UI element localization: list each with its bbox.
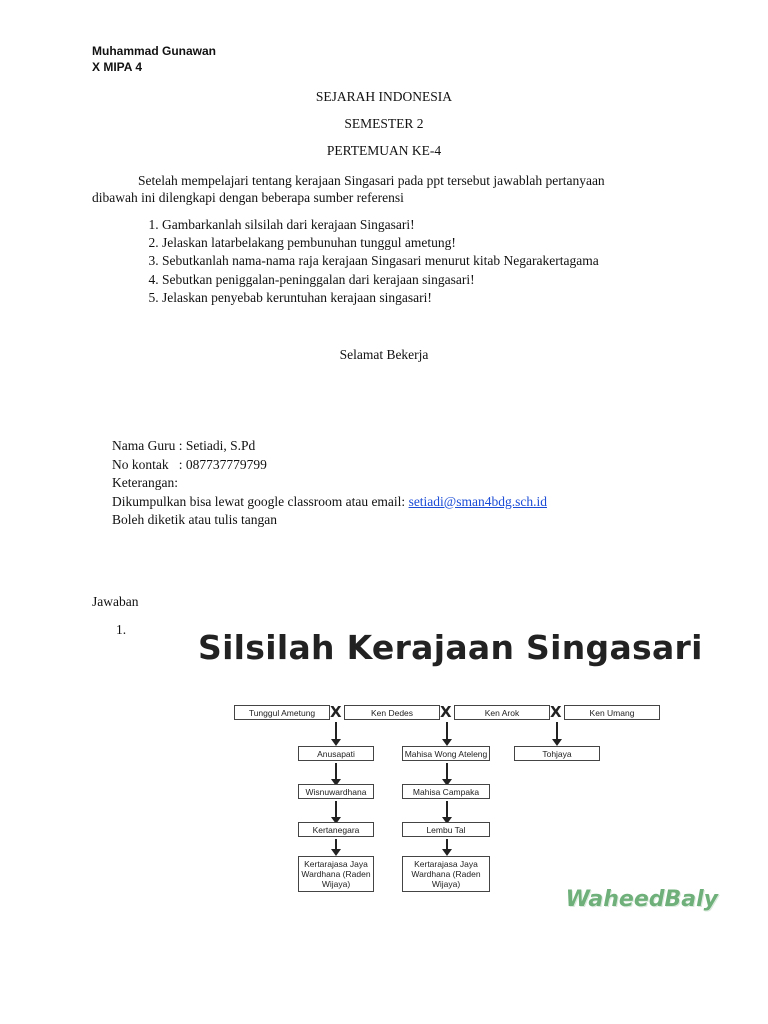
person-box: Tohjaya bbox=[514, 746, 600, 761]
person-box: Kertarajasa Jaya Wardhana (Raden Wijaya) bbox=[298, 856, 374, 892]
marriage-mark: X bbox=[550, 703, 562, 721]
arrow-down bbox=[335, 722, 337, 740]
email-link[interactable]: setiadi@sman4bdg.sch.id bbox=[408, 493, 547, 509]
watermark-logo: WaheedBaly bbox=[565, 887, 718, 912]
person-box: Mahisa Wong Ateleng bbox=[402, 746, 490, 761]
semester-heading: SEMESTER 2 bbox=[344, 116, 424, 131]
arrow-down bbox=[446, 763, 448, 780]
teacher-info bbox=[112, 437, 547, 530]
teacher-name: Nama Guru : Setiadi, S.Pd bbox=[112, 438, 256, 453]
arrow-down bbox=[335, 763, 337, 780]
arrow-down bbox=[446, 801, 448, 818]
answer-number: 1. bbox=[116, 622, 127, 637]
author-class: X MIPA 4 bbox=[92, 60, 143, 74]
note-label: Keterangan: bbox=[112, 475, 178, 490]
figure-title: Silsilah Kerajaan Singasari bbox=[198, 628, 703, 667]
question-list bbox=[92, 216, 722, 307]
question-item: 2. Jelaskan latarbelakang pembunuhan tunggul ametung! bbox=[162, 234, 722, 252]
arrow-down bbox=[335, 839, 337, 850]
person-box: Wisnuwardhana bbox=[298, 784, 374, 799]
intro-line-1: Setelah mempelajari tentang kerajaan Singasari pada ppt tersebut jawablah pertanyaan bbox=[138, 173, 605, 188]
person-box: Anusapati bbox=[298, 746, 374, 761]
author-name: Muhammad Gunawan bbox=[92, 44, 217, 58]
person-box: Kertanegara bbox=[298, 822, 374, 837]
arrow-down bbox=[556, 722, 558, 740]
person-box: Ken Arok bbox=[454, 705, 550, 720]
question-item: 4. Sebutkan peniggalan-peninggalan dari kerajaan singasari! bbox=[162, 271, 722, 289]
person-box: Ken Dedes bbox=[344, 705, 440, 720]
arrow-down bbox=[335, 801, 337, 818]
arrow-down bbox=[446, 839, 448, 850]
marriage-mark: X bbox=[330, 703, 342, 721]
answer-label: Jawaban bbox=[92, 594, 139, 609]
marriage-mark: X bbox=[440, 703, 452, 721]
intro-paragraph bbox=[92, 172, 692, 206]
person-box: Lembu Tal bbox=[402, 822, 490, 837]
person-box: Ken Umang bbox=[564, 705, 660, 720]
genealogy-figure bbox=[152, 614, 732, 920]
subject-heading: SEJARAH INDONESIA bbox=[315, 89, 453, 104]
question-item: 3. Sebutkanlah nama-nama raja kerajaan Singasari menurut kitab Negarakertagama bbox=[162, 252, 722, 270]
closing-text: Selamat Bekerja bbox=[339, 347, 429, 362]
person-box: Tunggul Ametung bbox=[234, 705, 330, 720]
meeting-heading: PERTEMUAN KE-4 bbox=[326, 143, 442, 158]
teacher-contact: No kontak : 087737779799 bbox=[112, 456, 267, 472]
question-item: 1. Gambarkanlah silsilah dari kerajaan Singasari! bbox=[162, 216, 722, 234]
person-box: Kertarajasa Jaya Wardhana (Raden Wijaya) bbox=[402, 856, 490, 892]
intro-line-2: dibawah ini dilengkapi dengan beberapa sumber referensi bbox=[92, 190, 404, 205]
question-item: 5. Jelaskan penyebab keruntuhan kerajaan singasari! bbox=[162, 289, 722, 307]
person-box: Mahisa Campaka bbox=[402, 784, 490, 799]
arrow-down bbox=[446, 722, 448, 740]
submit-text: Dikumpulkan bisa lewat google classroom atau email: bbox=[112, 493, 409, 509]
writing-note: Boleh diketik atau tulis tangan bbox=[112, 512, 277, 527]
